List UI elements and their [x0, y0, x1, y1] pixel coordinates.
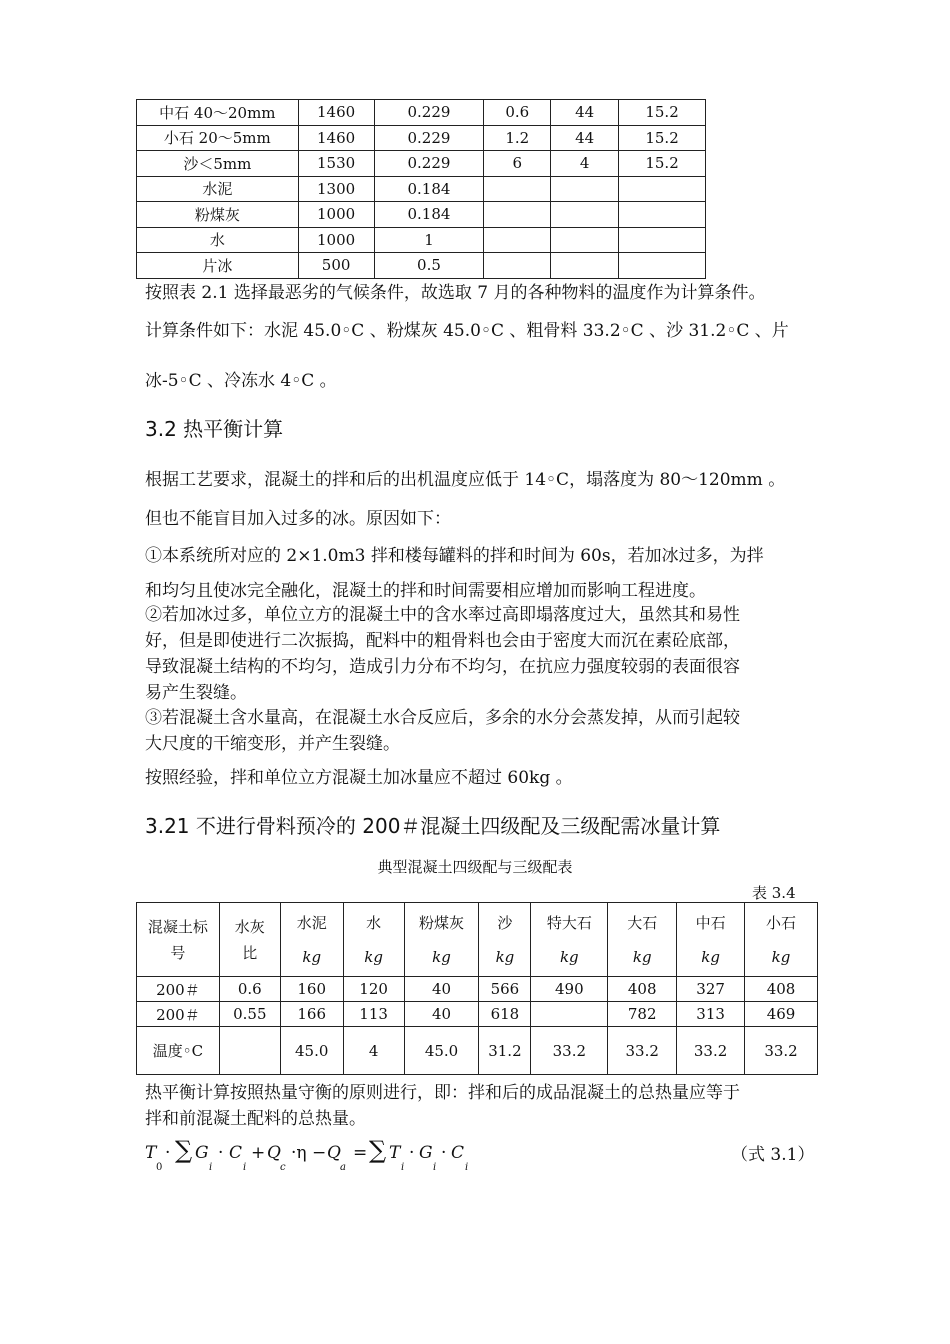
svg-text:C: C	[229, 1143, 243, 1163]
table-row	[137, 100, 706, 126]
svg-text:a: a	[340, 1162, 346, 1173]
svg-text:G: G	[419, 1143, 433, 1163]
cell: 490	[531, 977, 608, 1002]
cell: 469	[745, 1002, 818, 1027]
cell: 120	[343, 977, 404, 1002]
paragraph-reason-1a: ①本系统所对应的 2×1.0m3 拌和楼每罐料的拌和时间为 60s，若加冰过多，为拌	[145, 546, 764, 566]
cell	[484, 176, 551, 202]
svg-text:+: +	[251, 1143, 266, 1163]
cell	[619, 227, 706, 253]
paragraph-conditions-1: 计算条件如下：水泥 45.0◦C 、粉煤灰 45.0◦C 、粗骨料 33.2◦C 、沙 31.2◦C 、片	[145, 321, 789, 341]
header-cell	[343, 903, 404, 977]
header-cell	[137, 903, 220, 977]
paragraph-conditions-2: 冰-5◦C 、冷冻水 4◦C 。	[145, 371, 337, 391]
cell	[619, 176, 706, 202]
cell: 水	[137, 227, 299, 253]
cell: 小石 20～5mm	[137, 125, 299, 151]
cell: 45.0	[280, 1027, 343, 1075]
header-line: 比	[242, 943, 258, 962]
svg-text:c: c	[280, 1162, 286, 1173]
cell: 782	[608, 1002, 677, 1027]
cell: 沙＜5mm	[137, 151, 299, 177]
paragraph-reason-3a: ③若混凝土含水量高，在混凝土水合反应后，多余的水分会蒸发掉，从而引起较	[145, 708, 740, 728]
cell: 4	[343, 1027, 404, 1075]
cell	[484, 202, 551, 228]
header-line: 沙	[497, 913, 513, 932]
table-header-row	[137, 903, 818, 977]
svg-text:·: ·	[409, 1143, 415, 1163]
svg-text:Q: Q	[267, 1143, 281, 1163]
svg-text:·η −: ·η −	[291, 1143, 327, 1163]
cell: 0.6	[219, 977, 280, 1002]
cell	[619, 253, 706, 279]
header-line: 水泥	[296, 913, 327, 932]
header-line: 号	[170, 943, 186, 962]
cell: 1.2	[484, 125, 551, 151]
table-row	[137, 176, 706, 202]
header-cell	[404, 903, 479, 977]
svg-text:Q: Q	[327, 1143, 341, 1163]
svg-text:0: 0	[156, 1162, 163, 1173]
svg-text:i: i	[209, 1162, 213, 1173]
cell: 1300	[298, 176, 374, 202]
table-row	[137, 253, 706, 279]
table-caption: 典型混凝土四级配与三级配表	[377, 858, 573, 876]
cell: 温度◦C	[137, 1027, 220, 1075]
table-row	[137, 202, 706, 228]
paragraph-reason-2c: 导致混凝土结构的不均匀，造成引力分布不均匀，在抗应力强度较弱的表面很容	[145, 657, 740, 677]
header-line: 大石	[627, 913, 658, 932]
cell: 44	[551, 100, 619, 126]
cell: 0.229	[374, 151, 484, 177]
table-row	[137, 125, 706, 151]
cell	[219, 1027, 280, 1075]
header-cell	[531, 903, 608, 977]
cell: 1000	[298, 202, 374, 228]
cell: 40	[404, 977, 479, 1002]
paragraph-heat-balance-2: 拌和前混凝土配料的总热量。	[145, 1109, 366, 1129]
cell: 113	[343, 1002, 404, 1027]
cell: 408	[745, 977, 818, 1002]
cell: 200＃	[137, 1002, 220, 1027]
cell: 0.55	[219, 1002, 280, 1027]
equation-graphic	[145, 1136, 475, 1176]
header-cell	[745, 903, 818, 977]
header-cell	[219, 903, 280, 977]
cell	[484, 227, 551, 253]
cell: 408	[608, 977, 677, 1002]
cell: 片冰	[137, 253, 299, 279]
mix-ratio-table	[136, 902, 818, 1075]
header-cell	[677, 903, 745, 977]
cell: 166	[280, 1002, 343, 1027]
cell	[619, 202, 706, 228]
header-line: 水灰	[234, 917, 265, 936]
equation-3-1	[145, 1136, 475, 1176]
header-unit: kg	[632, 947, 652, 966]
svg-text:T: T	[145, 1143, 157, 1163]
paragraph-weather: 按照表 2.1 选择最恶劣的气候条件，故选取 7 月的各种物料的温度作为计算条件。	[145, 283, 766, 303]
materials-table	[136, 99, 706, 279]
cell	[484, 253, 551, 279]
header-unit: kg	[559, 947, 579, 966]
svg-text:·: ·	[218, 1143, 224, 1163]
header-unit: kg	[432, 947, 451, 966]
cell: 1460	[298, 100, 374, 126]
section-heading-3-21: 3.21 不进行骨料预冷的 200＃混凝土四级配及三级配需冰量计算	[145, 814, 721, 838]
section-heading-3-2: 3.2 热平衡计算	[145, 417, 284, 441]
cell: 566	[479, 977, 531, 1002]
cell: 0.5	[374, 253, 484, 279]
cell: 0.229	[374, 125, 484, 151]
header-line: 粉煤灰	[419, 913, 465, 932]
cell	[551, 202, 619, 228]
cell: 1	[374, 227, 484, 253]
cell: 4	[551, 151, 619, 177]
svg-text:·: ·	[165, 1143, 171, 1163]
cell: 200＃	[137, 977, 220, 1002]
cell: 15.2	[619, 151, 706, 177]
paragraph-reason-2a: ②若加冰过多，单位立方的混凝土中的含水率过高即塌落度过大，虽然其和易性	[145, 605, 740, 625]
cell: 1460	[298, 125, 374, 151]
cell: 中石 40～20mm	[137, 100, 299, 126]
header-cell	[608, 903, 677, 977]
cell: 33.2	[677, 1027, 745, 1075]
cell: 0.184	[374, 202, 484, 228]
cell	[551, 227, 619, 253]
cell: 6	[484, 151, 551, 177]
cell	[531, 1002, 608, 1027]
cell: 40	[404, 1002, 479, 1027]
cell	[551, 253, 619, 279]
cell: 0.229	[374, 100, 484, 126]
paragraph-reason-2b: 好，但是即使进行二次振捣，配料中的粗骨料也会由于密度大而沉在素砼底部，	[145, 631, 740, 651]
cell: 31.2	[479, 1027, 531, 1075]
cell: 618	[479, 1002, 531, 1027]
cell: 粉煤灰	[137, 202, 299, 228]
cell	[551, 176, 619, 202]
svg-text:C: C	[451, 1143, 465, 1163]
table-row	[137, 1002, 818, 1027]
svg-text:T: T	[389, 1143, 401, 1163]
svg-text:G: G	[195, 1143, 209, 1163]
paragraph-heat-balance-1: 热平衡计算按照热量守衡的原则进行，即：拌和后的成品混凝土的总热量应等于	[145, 1083, 740, 1103]
header-line: 混凝土标	[147, 917, 208, 936]
table-row	[137, 1027, 818, 1075]
cell: 313	[677, 1002, 745, 1027]
cell: 0.6	[484, 100, 551, 126]
cell: 45.0	[404, 1027, 479, 1075]
cell: 44	[551, 125, 619, 151]
svg-text:i: i	[401, 1162, 405, 1173]
equation-label: （式 3.1）	[731, 1145, 815, 1165]
svg-text:·: ·	[441, 1143, 447, 1163]
cell: 15.2	[619, 125, 706, 151]
paragraph-reason-2d: 易产生裂缝。	[145, 683, 247, 703]
header-unit: kg	[302, 947, 322, 966]
cell: 33.2	[745, 1027, 818, 1075]
cell: 0.184	[374, 176, 484, 202]
svg-text:=: =	[353, 1143, 368, 1163]
table-row	[137, 977, 818, 1002]
cell: 327	[677, 977, 745, 1002]
cell: 水泥	[137, 176, 299, 202]
svg-text:∑: ∑	[369, 1136, 387, 1164]
header-line: 中石	[695, 913, 726, 932]
cell: 1000	[298, 227, 374, 253]
table-row	[137, 151, 706, 177]
header-line: 小石	[766, 913, 797, 932]
cell: 33.2	[531, 1027, 608, 1075]
svg-text:i: i	[433, 1162, 437, 1173]
paragraph-reason-1b: 和均匀且使冰完全融化，混凝土的拌和时间需要相应增加而影响工程进度。	[145, 581, 706, 601]
table-number: 表 3.4	[752, 884, 796, 902]
header-line: 特大石	[546, 913, 592, 932]
header-cell	[280, 903, 343, 977]
header-cell	[479, 903, 531, 977]
cell: 15.2	[619, 100, 706, 126]
svg-text:i: i	[465, 1162, 469, 1173]
svg-text:i: i	[243, 1162, 247, 1173]
header-unit: kg	[771, 947, 791, 966]
cell: 1530	[298, 151, 374, 177]
svg-text:∑: ∑	[175, 1136, 193, 1164]
table-row	[137, 227, 706, 253]
paragraph-reason-3b: 大尺度的干缩变形，并产生裂缝。	[145, 734, 400, 754]
paragraph-experience: 按照经验，拌和单位立方混凝土加冰量应不超过 60kg 。	[145, 768, 573, 788]
cell: 160	[280, 977, 343, 1002]
paragraph-requirements: 根据工艺要求，混凝土的拌和后的出机温度应低于 14◦C，塌落度为 80～120mm 。	[145, 470, 786, 490]
cell: 500	[298, 253, 374, 279]
cell: 33.2	[608, 1027, 677, 1075]
header-unit: kg	[495, 947, 515, 966]
header-unit: kg	[701, 947, 720, 966]
header-line: 水	[366, 913, 382, 932]
header-unit: kg	[364, 947, 383, 966]
paragraph-reasons-intro: 但也不能盲目加入过多的冰。原因如下：	[145, 509, 451, 529]
